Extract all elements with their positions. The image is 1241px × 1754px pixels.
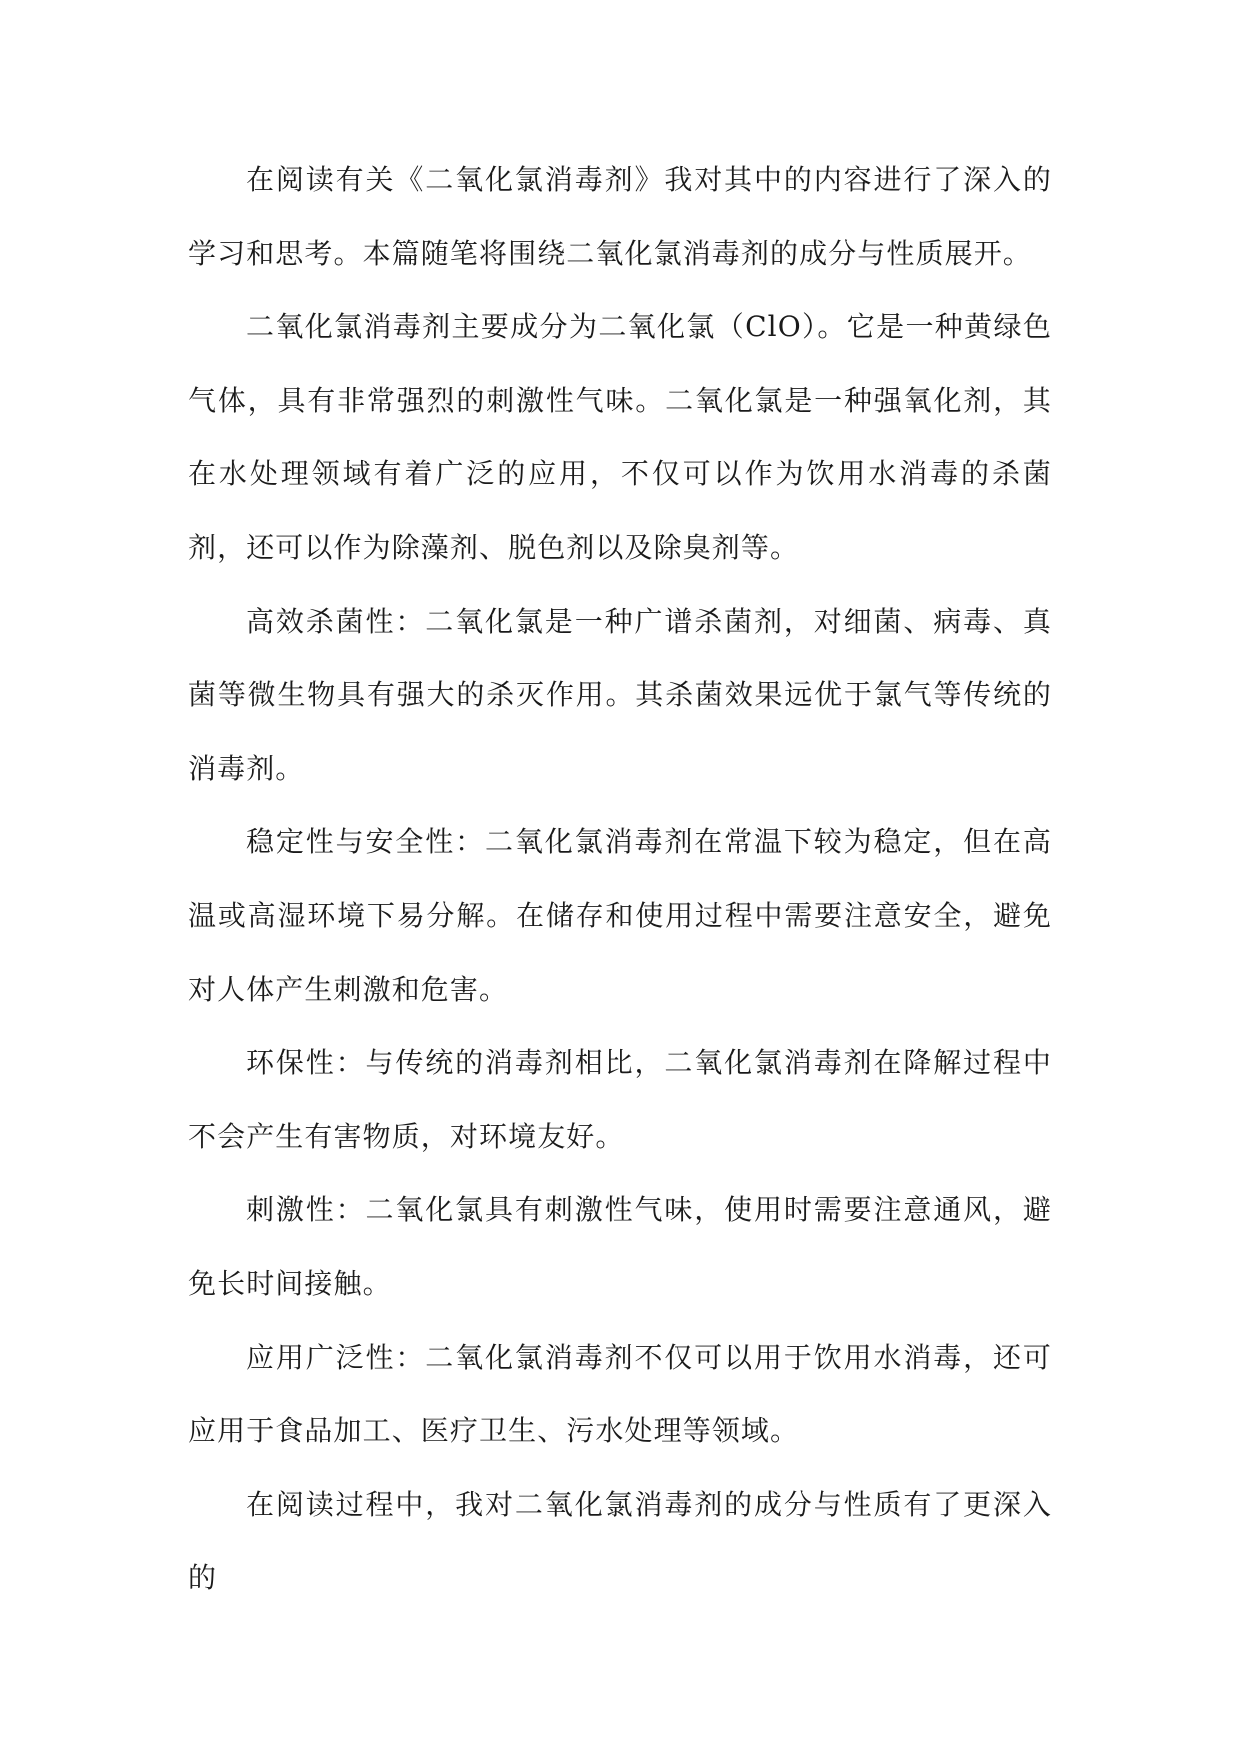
paragraph-applications: 应用广泛性：二氧化氯消毒剂不仅可以用于饮用水消毒，还可应用于食品加工、医疗卫生、污水处理等领域。: [188, 1340, 1052, 1448]
paragraph-irritation: 刺激性：二氧化氯具有刺激性气味，使用时需要注意通风，避免长时间接触。: [188, 1193, 1052, 1300]
paragraph-stability-safety: 稳定性与安全性：二氧化氯消毒剂在常温下较为稳定，但在高温或高湿环境下易分解。在储存和使用过程中需要注意安全，避免对人体产生刺激和危害。: [188, 825, 1052, 1006]
body-text: [188, 143, 1052, 1615]
paragraph-environmental: 环保性：与传统的消毒剂相比，二氧化氯消毒剂在降解过程中不会产生有害物质，对环境友好。: [188, 1046, 1052, 1153]
paragraph-reflection: 在阅读过程中，我对二氧化氯消毒剂的成分与性质有了更深入的: [188, 1487, 1052, 1595]
paragraph-sterilization: 高效杀菌性：二氧化氯是一种广谱杀菌剂，对细菌、病毒、真菌等微生物具有强大的杀灭作用。其杀菌效果远优于氯气等传统的消毒剂。: [188, 604, 1052, 785]
paragraph-composition: 二氧化氯消毒剂主要成分为二氧化氯（ClO）。它是一种黄绿色气体，具有非常强烈的刺激性气味。二氧化氯是一种强氧化剂，其在水处理领域有着广泛的应用，不仅可以作为饮用水消毒的杀菌剂，还可以作为除藻剂、脱色剂以及除臭剂等。: [188, 310, 1052, 564]
paragraph-intro: 在阅读有关《二氧化氯消毒剂》我对其中的内容进行了深入的学习和思考。本篇随笔将围绕二氧化氯消毒剂的成分与性质展开。: [188, 163, 1052, 270]
